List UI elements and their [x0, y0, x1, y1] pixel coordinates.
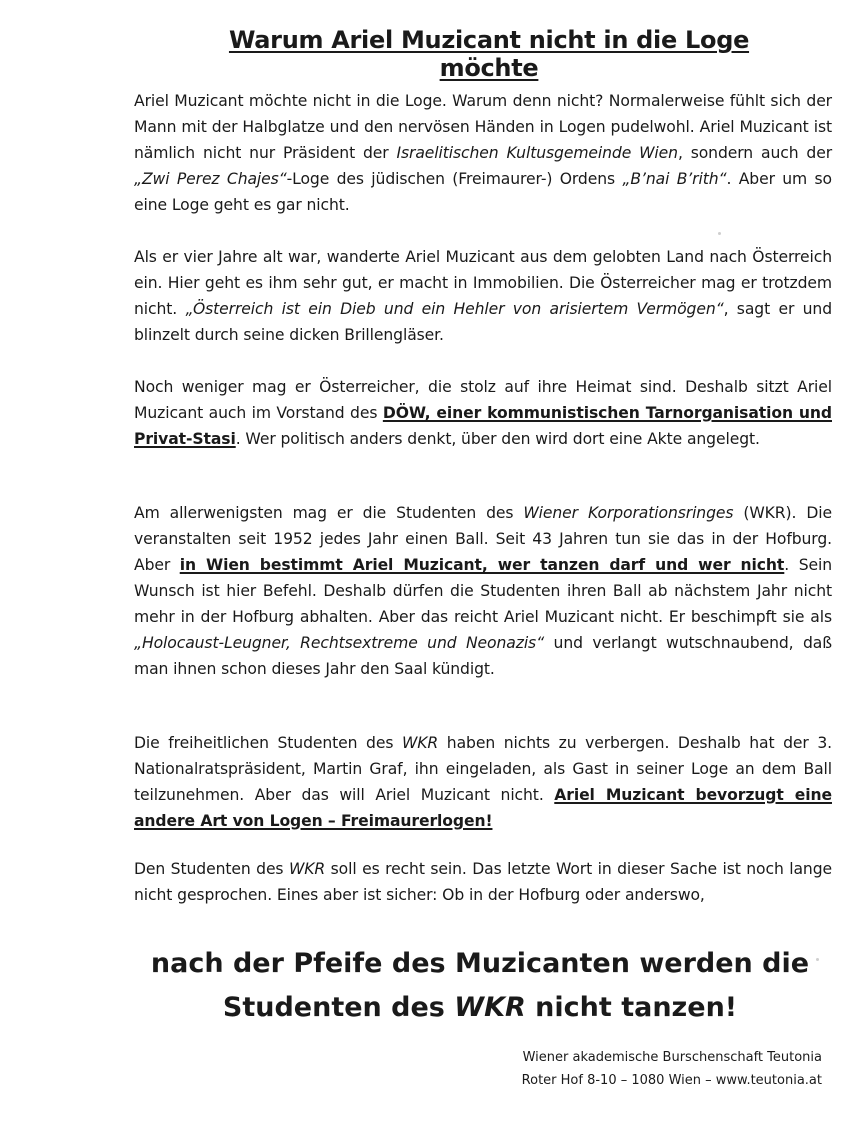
p6-italic-1: WKR — [288, 860, 326, 878]
closing-line-2-b: WKR — [454, 992, 526, 1023]
p4-italic-1: Wiener Korporationsringes — [523, 504, 734, 522]
signature-block — [482, 1046, 822, 1092]
signature-line-1: Wiener akademische Burschenschaft Teutonia — [522, 1050, 822, 1065]
paragraph-1 — [134, 88, 832, 218]
paragraph-6 — [134, 856, 832, 908]
p3-text-2: . Wer politisch anders denkt, über den wird dort eine Akte angelegt. — [235, 430, 760, 448]
p4-text-2: (WKR). Die veranstalten seit 1952 jedes Jahr einen Ball. Seit 43 Jahren tun sie das in der Hofburg. Aber — [134, 504, 832, 574]
closing-line-2 — [120, 986, 840, 1030]
p5-italic-1: WKR — [401, 734, 439, 752]
paragraph-5 — [134, 730, 832, 834]
p1-italic-1: Israelitischen Kultusgemeinde Wien — [396, 144, 678, 162]
p2-text-2: , sagt er und blinzelt durch seine dicken Brillengläser. — [134, 300, 832, 344]
p1-text-1: Ariel Muzicant möchte nicht in die Loge. Warum denn nicht? Normalerweise fühlt sich der Mann mit der Halbglatze und den nervösen Händen in Logen pudelwohl. Ariel Muzicant ist nämlich nicht nur Präsident der — [134, 92, 832, 162]
p5-underlined-1: Ariel Muzicant bevorzugt eine andere Art von Logen – Freimaurerlogen! — [134, 786, 832, 830]
scan-speck — [718, 232, 721, 235]
p3-text-1: Noch weniger mag er Österreicher, die stolz auf ihre Heimat sind. Deshalb sitzt Ariel Muzicant auch im Vorstand des — [134, 378, 832, 422]
closing-line-1: nach der Pfeife des Muzicanten werden die — [150, 948, 810, 979]
page-title: Warum Ariel Muzicant nicht in die Loge möchte — [228, 26, 750, 82]
p4-text-1: Am allerwenigsten mag er die Studenten des — [134, 504, 524, 522]
p1-text-3: -Loge des jüdischen (Freimaurer-) Ordens — [286, 170, 623, 188]
p4-text-3: . Sein Wunsch ist hier Befehl. Deshalb dürfen die Studenten ihren Ball ab nächstem Jahr nicht mehr in der Hofburg abhalten. Aber das reicht Ariel Muzicant nicht. Er beschimpft sie als — [134, 556, 832, 626]
p5-text-2: haben nichts zu verbergen. Deshalb hat der 3. Nationalratspräsident, Martin Graf, ihn eingeladen, als Gast in seiner Loge an dem Ball teilzunehmen. Aber das will Ariel Muzicant nicht. — [134, 734, 832, 804]
p1-text-4: . Aber um so eine Loge geht es gar nicht. — [134, 170, 832, 214]
closing-statement — [120, 942, 840, 1030]
closing-line-2-c: nicht tanzen! — [525, 992, 738, 1023]
p1-italic-3: „B’nai B’rith“ — [622, 170, 727, 188]
paragraph-3 — [134, 374, 832, 452]
p1-text-2: , sondern auch der — [677, 144, 832, 162]
signature-line-2: Roter Hof 8-10 – 1080 Wien – www.teutonia.at — [521, 1073, 822, 1088]
scan-speck — [816, 958, 819, 961]
p5-text-1: Die freiheitlichen Studenten des — [134, 734, 402, 752]
p3-underlined-1: DÖW, einer kommunistischen Tarnorganisation und Privat-Stasi — [134, 404, 832, 448]
paragraph-4 — [134, 500, 832, 682]
p1-italic-2: „Zwi Perez Chajes“ — [134, 170, 287, 188]
p4-italic-2: „Holocaust-Leugner, Rechtsextreme und Neonazis“ — [134, 634, 545, 652]
closing-line-2-a: Studenten des — [222, 992, 455, 1023]
p4-underlined-1: in Wien bestimmt Ariel Muzicant, wer tanzen darf und wer nicht — [179, 556, 785, 574]
p6-text-2: soll es recht sein. Das letzte Wort in dieser Sache ist noch lange nicht gesprochen. Eines aber ist sicher: Ob in der Hofburg oder anderswo, — [134, 860, 832, 904]
p6-text-1: Den Studenten des — [134, 860, 289, 878]
paragraph-2 — [134, 244, 832, 348]
p2-italic-1: „Österreich ist ein Dieb und ein Hehler von arisiertem Vermögen“ — [185, 300, 724, 318]
p4-text-4: und verlangt wutschnaubend, daß man ihnen schon dieses Jahr den Saal kündigt. — [134, 634, 832, 678]
p2-text-1: Als er vier Jahre alt war, wanderte Ariel Muzicant aus dem gelobten Land nach Österreich ein. Hier geht es ihm sehr gut, er macht in Immobilien. Die Österreicher mag er trotzdem nicht. — [134, 248, 832, 318]
